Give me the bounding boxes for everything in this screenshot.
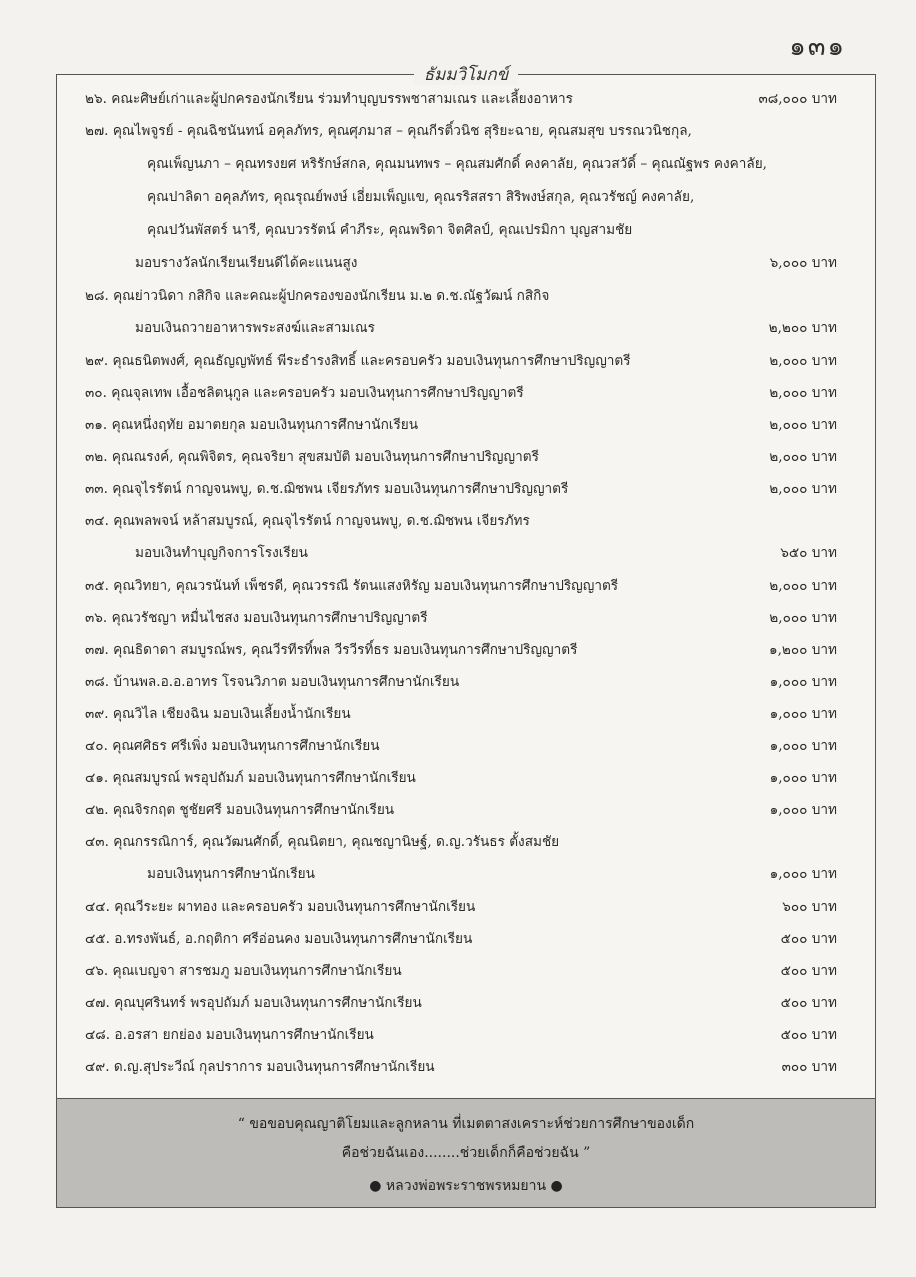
entry-amount: ๒,๐๐๐ บาท — [769, 578, 837, 594]
entry-amount: ๕๐๐ บาท — [780, 931, 837, 947]
list-item — [73, 214, 869, 247]
list-item — [73, 762, 869, 794]
page-number: ๑๓๑ — [789, 32, 846, 62]
entry-text: ๒๙. คุณธนิตพงศ์, คุณธัญญพัทธ์ พีระธำรงสิทธิ์ และครอบครัว มอบเงินทุนการศึกษาปริญญาตรี — [85, 353, 631, 369]
entry-amount: ๒,๒๐๐ บาท — [768, 320, 837, 336]
list-item — [73, 1051, 869, 1083]
list-item — [73, 345, 869, 377]
entry-text: ๓๑. คุณหนึ่งฤทัย อมาตยกุล มอบเงินทุนการศึกษานักเรียน — [85, 417, 419, 433]
list-item — [73, 826, 869, 858]
entry-text: คุณเพ็ญนภา – คุณทรงยศ หริรักษ์สกล, คุณมนทพร – คุณสมศักดิ์ คงคาลัย, คุณวสวัดิ์ – คุณณัฐพร คงคาลัย, — [147, 156, 767, 172]
entry-text: ๔๐. คุณศศิธร ศรีเพิ่ง มอบเงินทุนการศึกษานักเรียน — [85, 738, 380, 754]
entry-amount: ๑,๐๐๐ บาท — [769, 866, 837, 882]
entry-text: ๓๓. คุณจุไรรัตน์ กาญจนพบู, ด.ช.ฌิชพน เจียรภัทร มอบเงินทุนการศึกษาปริญญาตรี — [85, 481, 569, 497]
entry-amount: ๑,๐๐๐ บาท — [769, 706, 837, 722]
entry-text: ๔๗. คุณบุศรินทร์ พรอุปถัมภ์ มอบเงินทุนการศึกษานักเรียน — [85, 995, 422, 1011]
entry-amount: ๑,๐๐๐ บาท — [769, 770, 837, 786]
entry-text: ๔๘. อ.อรสา ยกย่อง มอบเงินทุนการศึกษานักเรียน — [85, 1027, 374, 1043]
entry-amount: ๕๐๐ บาท — [780, 995, 837, 1011]
entry-amount: ๕๐๐ บาท — [780, 963, 837, 979]
list-item — [73, 505, 869, 537]
list-item — [73, 181, 869, 214]
list-item — [73, 473, 869, 505]
entry-text: ๔๔. คุณวีระยะ ผาทอง และครอบครัว มอบเงินทุนการศึกษานักเรียน — [85, 899, 476, 915]
entry-text: มอบเงินถวายอาหารพระสงฆ์และสามเณร — [135, 320, 375, 336]
list-item — [73, 634, 869, 666]
list-item — [73, 602, 869, 634]
entry-amount: ๑,๒๐๐ บาท — [768, 642, 837, 658]
donor-list — [73, 83, 869, 1083]
list-item — [73, 858, 869, 891]
list-item — [73, 280, 869, 312]
entry-text: ๓๙. คุณวิไล เชียงฉิน มอบเงินเลี้ยงน้ำนักเรียน — [85, 706, 351, 722]
entry-text: ๓๐. คุณจุลเทพ เอื้อชลิตนุกูล และครอบครัว มอบเงินทุนการศึกษาปริญญาตรี — [85, 385, 524, 401]
entry-text: ๔๓. คุณกรรณิการ์, คุณวัฒนศักดิ์, คุณนิตยา, คุณชญานิษฐ์, ด.ญ.วรันธร ตั้งสมชัย — [85, 834, 560, 850]
entry-amount: ๑,๐๐๐ บาท — [769, 802, 837, 818]
entry-text: ๒๘. คุณย่าวนิดา กสิกิจ และคณะผู้ปกครองของนักเรียน ม.๒ ด.ช.ณัฐวัฒน์ กสิกิจ — [85, 288, 550, 304]
entry-text: ๔๒. คุณจิรกฤต ชูชัยศรี มอบเงินทุนการศึกษานักเรียน — [85, 802, 395, 818]
list-item — [73, 312, 869, 345]
entry-amount: ๖,๐๐๐ บาท — [769, 255, 837, 271]
entry-text: คุณปวันพัสตร์ นารี, คุณบวรรัตน์ คำภีระ, คุณพริดา จิตศิลป์, คุณเปรมิกา บุญสามชัย — [147, 222, 633, 238]
list-item — [73, 83, 869, 115]
entry-text: ๓๘. บ้านพล.อ.อ.อาทร โรจนวิภาต มอบเงินทุนการศึกษานักเรียน — [85, 674, 460, 690]
acknowledgement-box — [56, 65, 876, 1208]
box-title-text: ธัมมวิโมกข์ — [414, 65, 519, 85]
entry-amount: ๒,๐๐๐ บาท — [769, 610, 837, 626]
entry-amount: ๓๐๐ บาท — [781, 1059, 837, 1075]
entry-amount: ๑,๐๐๐ บาท — [769, 674, 837, 690]
entry-amount: ๒,๐๐๐ บาท — [769, 481, 837, 497]
entry-amount: ๖๐๐ บาท — [782, 899, 837, 915]
entry-text: ๔๕. อ.ทรงพันธ์, อ.กฤติกา ศรีอ่อนคง มอบเงินทุนการศึกษานักเรียน — [85, 931, 473, 947]
entry-text: ๒๖. คณะศิษย์เก่าและผู้ปกครองนักเรียน ร่วมทำบุญบรรพชาสามเณร และเลี้ยงอาหาร — [85, 91, 573, 107]
list-item — [73, 148, 869, 181]
entry-amount: ๓๘,๐๐๐ บาท — [758, 91, 837, 107]
list-item — [73, 570, 869, 602]
entry-amount: ๒,๐๐๐ บาท — [769, 417, 837, 433]
entry-amount: ๕๐๐ บาท — [780, 1027, 837, 1043]
list-item — [73, 115, 869, 148]
entry-text: คุณปาลิดา อคุลภัทร, คุณรุณย์พงษ์ เอี่ยมเพ็ญแข, คุณรริสสรา สิริพงษ์สกุล, คุณวรัชญ์ คงคาลัย, — [147, 189, 695, 205]
list-item — [73, 987, 869, 1019]
entry-text: ๓๗. คุณธิดาดา สมบูรณ์พร, คุณวีรทีรทิ์พล วีรวีรทิ์ธร มอบเงินทุนการศึกษาปริญญาตรี — [85, 642, 578, 658]
list-item — [73, 955, 869, 987]
list-item — [73, 1019, 869, 1051]
entry-text: ๔๑. คุณสมบูรณ์ พรอุปถัมภ์ มอบเงินทุนการศึกษานักเรียน — [85, 770, 416, 786]
entry-amount: ๑,๐๐๐ บาท — [769, 738, 837, 754]
closing-quote-box — [57, 1098, 875, 1207]
entry-text: มอบเงินทุนการศึกษานักเรียน — [147, 866, 315, 882]
list-item — [73, 441, 869, 473]
quote-line-2: คือช่วยฉันเอง........ช่วยเด็กก็คือช่วยฉัน ” — [341, 1145, 591, 1161]
quote-attribution: ● หลวงพ่อพระราชพรหมยาน ● — [369, 1178, 563, 1194]
list-item — [73, 794, 869, 826]
quote-line-1: “ ขอขอบคุณญาติโยมและลูกหลาน ที่เมตตาสงเคราะห์ช่วยการศึกษาของเด็ก — [237, 1116, 695, 1132]
entry-text: ๔๙. ด.ญ.สุประวีณ์ กุลปราการ มอบเงินทุนการศึกษานักเรียน — [85, 1059, 435, 1075]
entry-text: ๓๕. คุณวิทยา, คุณวรนันท์ เพ็ชรดี, คุณวรรณี รัตนแสงหิรัญ มอบเงินทุนการศึกษาปริญญาตรี — [85, 578, 619, 594]
list-item — [73, 666, 869, 698]
entry-text: ๓๖. คุณวรัชญา หมื่นไชสง มอบเงินทุนการศึกษาปริญญาตรี — [85, 610, 428, 626]
list-item — [73, 377, 869, 409]
entry-text: ๒๗. คุณไพจูรย์ - คุณฉิชนันทน์ อคุลภัทร, คุณศุภมาส – คุณกีรติ์วนิช สุริยะฉาย, คุณสมสุข บรรณวนิชกุล, — [85, 123, 692, 139]
list-item — [73, 409, 869, 441]
list-item — [73, 891, 869, 923]
entry-text: มอบเงินทำบุญกิจการโรงเรียน — [135, 545, 308, 561]
list-item — [73, 247, 869, 280]
entry-text: ๓๒. คุณณรงค์, คุณพิจิตร, คุณจริยา สุขสมบัติ มอบเงินทุนการศึกษาปริญญาตรี — [85, 449, 539, 465]
entry-text: มอบรางวัลนักเรียนเรียนดีได้คะแนนสูง — [135, 255, 358, 271]
list-item — [73, 923, 869, 955]
list-item — [73, 730, 869, 762]
entry-text: ๔๖. คุณเบญจา สารชมภู มอบเงินทุนการศึกษานักเรียน — [85, 963, 402, 979]
entry-amount: ๖๕๐ บาท — [780, 545, 837, 561]
entry-amount: ๒,๐๐๐ บาท — [769, 449, 837, 465]
entry-amount: ๒,๐๐๐ บาท — [769, 353, 837, 369]
list-item — [73, 698, 869, 730]
entry-amount: ๒,๐๐๐ บาท — [769, 385, 837, 401]
entry-text: ๓๔. คุณพลพจน์ หล้าสมบูรณ์, คุณจุไรรัตน์ กาญจนพบู, ด.ช.ฌิชพน เจียรภัทร — [85, 513, 530, 529]
list-item — [73, 537, 869, 570]
